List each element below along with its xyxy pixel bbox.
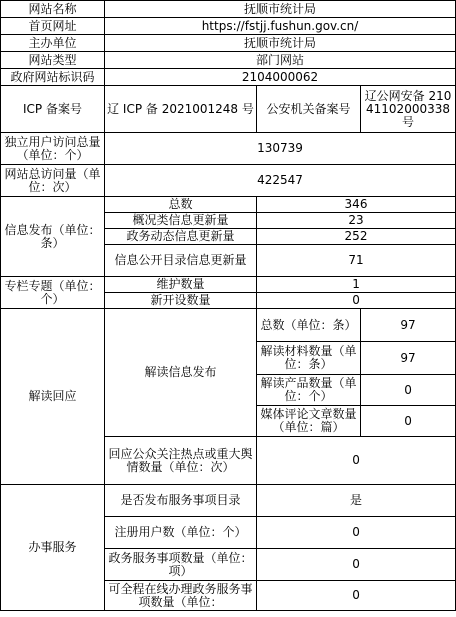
total-visits-value: 422547	[105, 165, 456, 197]
special-row-label: 维护数量	[105, 277, 257, 293]
gov-id-value: 2104000062	[105, 69, 456, 86]
total-visits-label: 网站总访问量（单位：次）	[1, 165, 105, 197]
interpret-row-value: 97	[361, 309, 456, 342]
info-row-label: 总数	[105, 197, 257, 213]
response-count-label: 回应公众关注热点或重大舆情数量（单位：次）	[105, 437, 257, 485]
service-row-label: 可全程在线办理政务服务事项数量（单位：	[105, 581, 257, 611]
info-row-label: 概况类信息更新量	[105, 213, 257, 229]
service-row-label: 政务服务事项数量（单位：项）	[105, 549, 257, 581]
row-total-visits	[1, 165, 456, 197]
interpret-response-label: 解读回应	[1, 309, 105, 485]
services-label: 办事服务	[1, 485, 105, 611]
icp-value: 辽 ICP 备 2021001248 号	[105, 86, 257, 133]
police-record-label: 公安机关备案号	[257, 86, 361, 133]
interpret-row-label: 解读材料数量（单位：条）	[257, 342, 361, 375]
special-row-value: 1	[257, 277, 456, 293]
service-row-value: 是	[257, 485, 456, 517]
row-service-catalog	[1, 485, 456, 517]
special-column-label: 专栏专题（单位：个）	[1, 277, 105, 309]
police-record-value: 辽公网安备 21041102000338 号	[361, 86, 456, 133]
interpret-row-label: 解读产品数量（单位：个）	[257, 375, 361, 406]
sponsor-value: 抚顺市统计局	[105, 35, 456, 52]
row-site-name	[1, 1, 456, 18]
gov-id-label: 政府网站标识码	[1, 69, 105, 86]
icp-label: ICP 备案号	[1, 86, 105, 133]
response-count-value: 0	[257, 437, 456, 485]
site-type-value: 部门网站	[105, 52, 456, 69]
row-info-total	[1, 197, 456, 213]
sponsor-label: 主办单位	[1, 35, 105, 52]
row-sponsor	[1, 35, 456, 52]
interpret-row-value: 0	[361, 375, 456, 406]
row-icp	[1, 86, 456, 133]
service-row-label: 注册用户数（单位：个）	[105, 517, 257, 549]
info-row-label: 信息公开目录信息更新量	[105, 245, 257, 277]
info-row-value: 252	[257, 229, 456, 245]
info-row-value: 346	[257, 197, 456, 213]
info-row-label: 政务动态信息更新量	[105, 229, 257, 245]
info-publish-label: 信息发布（单位：条）	[1, 197, 105, 277]
info-row-value: 71	[257, 245, 456, 277]
homepage-label: 首页网址	[1, 18, 105, 35]
interpret-row-label: 媒体评论文章数量（单位：篇）	[257, 406, 361, 437]
site-name-value: 抚顺市统计局	[105, 1, 456, 18]
unique-visitors-value: 130739	[105, 133, 456, 165]
unique-visitors-label: 独立用户访问总量（单位：个）	[1, 133, 105, 165]
site-type-label: 网站类型	[1, 52, 105, 69]
interpret-row-value: 0	[361, 406, 456, 437]
service-row-value: 0	[257, 581, 456, 611]
special-row-label: 新开设数量	[105, 293, 257, 309]
special-row-value: 0	[257, 293, 456, 309]
interpret-publish-label: 解读信息发布	[105, 309, 257, 437]
row-gov-id	[1, 69, 456, 86]
row-interpret-total	[1, 309, 456, 342]
row-special-maintain	[1, 277, 456, 293]
row-homepage	[1, 18, 456, 35]
row-site-type	[1, 52, 456, 69]
interpret-row-value: 97	[361, 342, 456, 375]
service-row-value: 0	[257, 517, 456, 549]
info-row-value: 23	[257, 213, 456, 229]
homepage-url: https://fstjj.fushun.gov.cn/	[105, 18, 456, 35]
service-row-value: 0	[257, 549, 456, 581]
service-row-label: 是否发布服务事项目录	[105, 485, 257, 517]
row-unique-visitors	[1, 133, 456, 165]
site-name-label: 网站名称	[1, 1, 105, 18]
interpret-row-label: 总数（单位：条）	[257, 309, 361, 342]
